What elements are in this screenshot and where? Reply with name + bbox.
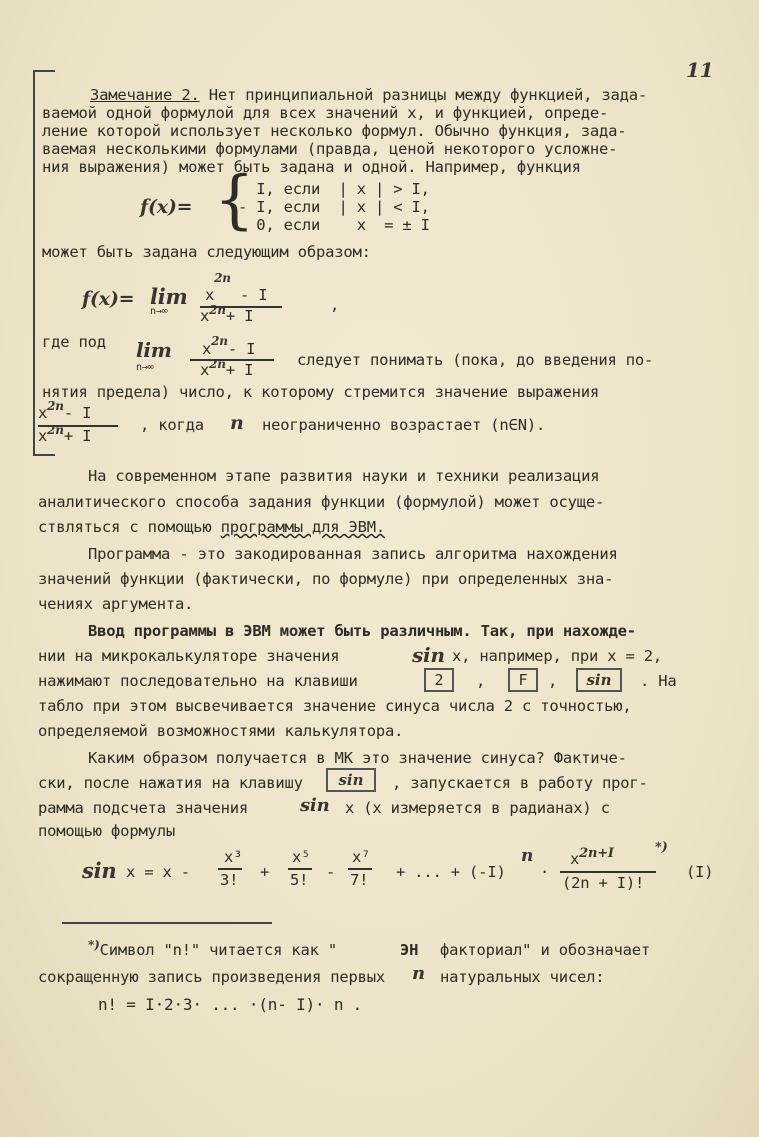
limit-line: нятия предела) число, к которому стремится значение выражения	[42, 383, 600, 401]
lim2-den-x: x	[200, 361, 210, 379]
series-t1-den: 3!	[220, 871, 239, 889]
para1-line-3-text: ствляться с помощью	[38, 518, 212, 536]
para1-line-2: аналитического способа задания функции (формулой) может осуще-	[38, 493, 605, 511]
num-rest: - I	[230, 286, 268, 304]
para4-line-2a: ски, после нажатия на клавишу	[38, 774, 303, 792]
para1-line-3	[38, 518, 385, 536]
num-x: x	[205, 286, 215, 304]
n-symbol: n	[230, 412, 244, 434]
frac3-den-rest: + I	[63, 427, 92, 445]
footnote-rule	[62, 922, 272, 924]
remark-bracket	[33, 70, 35, 455]
series-t1-line	[218, 868, 242, 870]
para3-line-5: определяемой возможностями калькулятора.	[38, 722, 404, 740]
para3-line-3-end: . На	[640, 672, 677, 690]
footnote-line-1b: факториал" и обозначает	[440, 941, 651, 959]
page-number: 11	[686, 58, 714, 82]
para4-line-1: Каким образом получается в МК это значение синуса? Фактиче-	[88, 749, 627, 767]
key-sin-2: sin	[326, 768, 376, 792]
limit-lim: lim	[150, 284, 188, 309]
footnote-line-2a: сокращенную запись произведения первых	[38, 968, 386, 986]
series-tn-exp: 2n+I	[579, 846, 614, 861]
para3-line-2b: x, например, при x = 2,	[452, 647, 663, 665]
lim2-sub: n→∞	[136, 362, 154, 373]
limit-den-exp: 2n	[209, 303, 226, 317]
series-t3-den: 7!	[350, 871, 369, 889]
series-lhs: x = x -	[126, 863, 190, 881]
key-2: 2	[424, 668, 454, 692]
series-star: *)	[655, 840, 668, 855]
understand-text: следует понимать (пока, до введения по-	[297, 351, 654, 369]
para4-line-4: помощью формулы	[38, 822, 175, 840]
footnote-mark: *)	[88, 938, 100, 952]
key-f: F	[508, 668, 538, 692]
series-t2-num: x⁵	[292, 848, 311, 866]
remark-line-4: ваемая несколькими формулами (правда, ценой некоторого усложне-	[42, 140, 618, 158]
limit-denominator	[200, 303, 254, 325]
series-t3-line	[348, 868, 372, 870]
series-n-exp: n	[521, 846, 534, 866]
remark-line-2: ваемой одной формулой для всех значений x, и функцией, опреде-	[42, 104, 609, 122]
frac3-numerator	[38, 399, 92, 422]
frac3-num-exp: 2n	[47, 399, 64, 413]
remark-line-3: ление которой использует несколько формул. Обычно функция, зада-	[42, 122, 627, 140]
series-sin: sin	[82, 858, 117, 883]
footnote-line-1	[88, 938, 337, 959]
remark-line-1-text: Нет принципиальной разницы между функцией, зада-	[208, 86, 648, 104]
frac3-num-x: x	[38, 404, 48, 422]
limit-sub: n→∞	[150, 306, 168, 317]
piecewise-row-3: 0, если x = ± I	[238, 216, 430, 234]
lim2-num-x: x	[202, 340, 212, 358]
piecewise-row-2: - I, если | x | < I,	[238, 198, 430, 216]
piecewise-brace: {	[214, 163, 255, 237]
series-t2-line	[288, 868, 312, 870]
footnote-en: ЭН	[400, 941, 419, 959]
where-under: где под	[42, 333, 106, 351]
limit-lhs: f(x)=	[82, 288, 135, 310]
piecewise-row-1: I, если | x | > I,	[238, 180, 430, 198]
series-plus-1: +	[260, 863, 270, 881]
bracket-top	[33, 70, 55, 72]
series-dots: + ... + (-I)	[396, 863, 506, 881]
lim2-num-exp: 2n	[211, 334, 228, 348]
para4-line-3a: рамма подсчета значения	[38, 799, 249, 817]
para3-line-3: нажимают последовательно на клавиши	[38, 672, 358, 690]
series-tn-line	[560, 871, 656, 873]
program-for-computer: программы для ЭВМ.	[220, 518, 386, 536]
lim2-num-rest: - I	[227, 340, 256, 358]
den-x: x	[200, 307, 210, 325]
footnote-line-3: n! = I·2·3· ... ·(n- I)· n .	[98, 995, 363, 1014]
limit-num-exp: 2n	[214, 271, 231, 285]
para3-line-4: табло при этом высвечивается значение синуса числа 2 с точностью,	[38, 697, 632, 715]
limit-numerator	[205, 271, 268, 304]
frac3-denominator	[38, 423, 92, 445]
para4-line-3b: x (x измеряется в радианах) с	[345, 799, 610, 817]
comma-1: ,	[476, 672, 486, 690]
series-t2-den: 5!	[290, 871, 309, 889]
para2-line-2: значений функции (фактически, по формуле) при определенных зна-	[38, 570, 614, 588]
footnote-line-2b: натуральных чисел:	[440, 968, 605, 986]
key-sin: sin	[576, 668, 622, 692]
series-minus: -	[326, 863, 336, 881]
piecewise-lhs: f(x)=	[140, 196, 193, 218]
para2-line-3: чениях аргумента.	[38, 595, 194, 613]
para4-sin: sin	[300, 795, 330, 816]
lim2-numerator	[202, 334, 256, 358]
series-tn-den: (2n + I)!	[562, 874, 645, 892]
frac3-den-x: x	[38, 427, 48, 445]
lim2-lim: lim	[136, 338, 172, 362]
remark-label: Замечание 2.	[90, 86, 200, 104]
para3-line-2a: нии на микрокалькуляторе значения	[38, 647, 340, 665]
lim2-den-exp: 2n	[209, 357, 226, 371]
lim2-denominator	[200, 357, 254, 379]
comma-2: ,	[548, 672, 558, 690]
para3-line-1: Ввод программы в ЭВМ может быть различным. Так, при нахожде-	[88, 622, 636, 640]
series-t1-num: x³	[224, 848, 243, 866]
grows-text: неограниченно возрастает (n∈N).	[262, 416, 546, 434]
para1-line-1: На современном этапе развития науки и техники реализация	[88, 467, 600, 485]
limit-trailing-comma: ,	[330, 296, 340, 314]
when-text: , когда	[140, 416, 204, 434]
series-tn-num	[570, 846, 614, 868]
den-rest: + I	[225, 307, 254, 325]
frac3-den-exp: 2n	[47, 423, 64, 437]
bracket-bottom	[33, 454, 55, 456]
text-after-piecewise: может быть задана следующим образом:	[42, 243, 371, 261]
para2-line-1: Программа - это закодированная запись алгоритма нахождения	[88, 545, 618, 563]
remark-line-1	[90, 86, 647, 104]
series-dot: ·	[540, 863, 550, 881]
para3-sin: sin	[412, 643, 445, 667]
footnote-n: n	[412, 963, 425, 984]
series-t3-num: x⁷	[352, 848, 371, 866]
equation-number: (I)	[686, 863, 714, 881]
para4-line-2b: , запускается в работу прог-	[392, 774, 648, 792]
frac3-num-rest: - I	[63, 404, 92, 422]
series-tn-x: x	[570, 850, 580, 868]
footnote-line-1a: Символ "n!" читается как "	[99, 941, 337, 959]
lim2-den-rest: + I	[225, 361, 254, 379]
remark-line-5: ния выражения) может быть задана и одной. Например, функция	[42, 158, 581, 176]
